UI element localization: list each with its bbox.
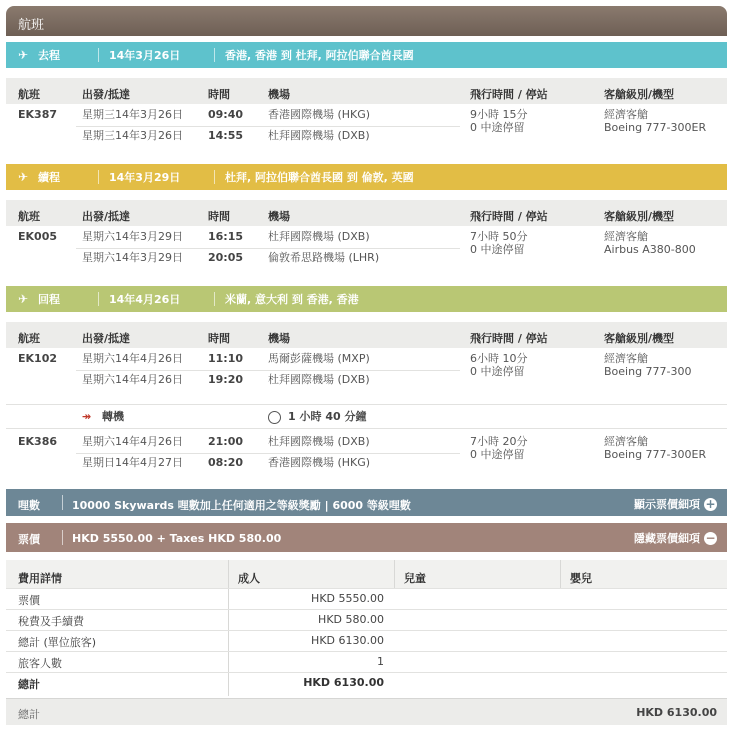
fee-row: 票價 HKD 5550.00 <box>6 588 727 609</box>
fare-bar <box>6 523 727 552</box>
plane-icon: ✈ <box>18 48 29 62</box>
segment-table-connecting: 航班 出發/抵達 時間 機場 飛行時間 / 停站 客艙級別/機型 EK005 星期六14年3月29日 16:15 杜拜國際機場 (DXB) 7小時 50分 經濟客艙 0 中途停留 Airbus A380-800 星期六14年3月29日 20:05 倫敦希思路機場 (LHR) <box>6 196 727 282</box>
plane-icon: ✈ <box>18 170 29 184</box>
hide-fare-details-button[interactable]: 隱藏票價細項 − <box>634 530 716 545</box>
clock-icon <box>268 410 281 424</box>
plus-icon: + <box>705 496 716 511</box>
table-header: 航班 出發/抵達 時間 機場 飛行時間 / 停站 客艙級別/機型 <box>6 78 727 104</box>
flight-number: EK387 <box>18 108 57 121</box>
miles-label: 哩數 <box>18 499 40 512</box>
page-title: 航班 <box>6 6 727 36</box>
table-header: 航班 出發/抵達 時間 機場 飛行時間 / 停站 客艙級別/機型 <box>6 200 727 226</box>
show-fare-details-button[interactable]: 顯示票價細項 + <box>634 496 716 511</box>
grand-total-label: 總計 <box>18 708 40 721</box>
grand-total-value: HKD 6130.00 <box>636 706 717 719</box>
segment-table-return: 航班 出發/抵達 時間 機場 飛行時間 / 停站 客艙級別/機型 EK102 星期六14年4月26日 11:10 馬爾彭薩機場 (MXP) 6小時 10分 經濟客艙 0 中途停留 Boeing 777-300 星期六14年4月26日 19:20 杜拜國際機場 (DXB) ↠ 轉機 1 小時 40 分鐘 EK386 星期六14年4月26日 21:00 杜拜國際機場 (DXB) 7小時 20分 經濟客艙 0 中途停留 Boeing 777-300ER 星期日14年4月27日 08:20 香港國際機場 (HKG) <box>6 318 727 486</box>
fee-row-total: 總計 HKD 6130.00 <box>6 672 727 693</box>
fare-text: HKD 5550.00 + Taxes HKD 580.00 <box>72 532 282 545</box>
fare-label: 票價 <box>18 533 40 546</box>
segment-bar-connecting: ✈ 續程 14年3月29日 杜拜, 阿拉伯聯合酋長國 到 倫敦, 英國 <box>6 164 727 190</box>
segment-date: 14年3月26日 <box>109 49 181 62</box>
fee-row: 旅客人數 1 <box>6 651 727 672</box>
segment-label: 去程 <box>38 49 60 62</box>
transfer-arrow-icon: ↠ <box>82 410 92 423</box>
fee-row: 稅費及手續費 HKD 580.00 <box>6 609 727 630</box>
segment-table-outbound: 航班 出發/抵達 時間 機場 飛行時間 / 停站 客艙級別/機型 EK387 星期三14年3月26日 09:40 香港國際機場 (HKG) 9小時 15分 經濟客艙 0 中途停留 Boeing 777-300ER 星期三14年3月26日 14:55 杜拜國際機場 (DXB) <box>6 74 727 160</box>
segment-route: 香港, 香港 到 杜拜, 阿拉伯聯合酋長國 <box>225 49 414 62</box>
miles-text: 10000 Skywards 哩數加上任何適用之等級獎勵 | 6000 等級哩數 <box>72 499 411 512</box>
fee-table-header: 費用詳情 成人 兒童 嬰兒 <box>6 560 727 588</box>
segment-bar-return: ✈ 回程 14年4月26日 米蘭, 意大利 到 香港, 香港 <box>6 286 727 312</box>
grand-total-bar <box>6 698 727 725</box>
fee-row: 總計 (單位旅客) HKD 6130.00 <box>6 630 727 651</box>
minus-icon: − <box>705 530 716 545</box>
segment-bar-outbound <box>6 42 727 68</box>
miles-bar <box>6 489 727 516</box>
table-header: 航班 出發/抵達 時間 機場 飛行時間 / 停站 客艙級別/機型 <box>6 322 727 348</box>
plane-icon: ✈ <box>18 292 29 306</box>
